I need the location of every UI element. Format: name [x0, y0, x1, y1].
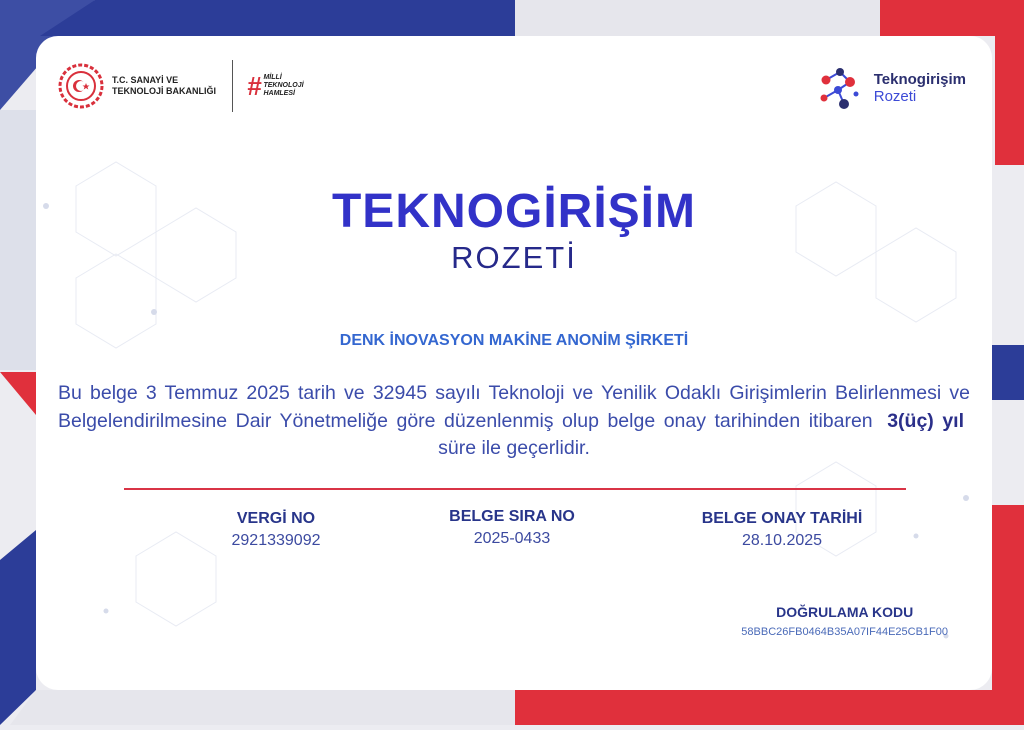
- document-sequence-label: BELGE SIRA NO: [449, 508, 575, 525]
- program-name: Teknogirişim: [873, 71, 966, 88]
- milli-text: MİLLİ TEKNOLOJİ HAMLESİ: [263, 74, 304, 97]
- verification-code-value[interactable]: 58BBC26FB0464B35A07IF44E25CB1F00: [741, 626, 948, 638]
- molecule-logo-icon: [812, 60, 868, 116]
- separator-line: [124, 488, 906, 490]
- ministry-emblem-icon: [58, 63, 104, 109]
- tax-number-value: 2921339092: [231, 532, 321, 549]
- approval-date-block: [662, 510, 902, 550]
- certificate-body: [58, 380, 970, 463]
- background-pattern: [36, 36, 992, 690]
- approval-date-label: BELGE ONAY TARİHİ: [701, 510, 863, 527]
- certificate-title: TEKNOGİRİŞİM: [331, 185, 696, 238]
- tax-number-label: VERGİ NO: [236, 510, 316, 527]
- milli-teknoloji-logo: [247, 71, 309, 102]
- tax-number-block: [176, 510, 376, 550]
- validity-period: 3(üç) yıl: [887, 409, 965, 432]
- milli-hashtag-icon: #: [247, 70, 262, 101]
- certificate-card: [36, 36, 992, 690]
- body-text-after: süre ile geçerlidir.: [438, 437, 590, 459]
- ministry-logo: [58, 60, 309, 112]
- document-sequence-block: [412, 508, 612, 548]
- approval-date-value: 28.10.2025: [741, 532, 823, 549]
- program-subtitle: Rozeti: [873, 88, 917, 105]
- body-text-before: Bu belge 3 Temmuz 2025 tarih ve 32945 sayılı Teknoloji ve Yenilik Odaklı Girişimlerin Belirlenmesi ve Belgelendirilmesine Dair Yönetmeliğe göre düzenlenmiş olup belge onay tarihinden itibaren: [58, 382, 970, 432]
- document-sequence-value: 2025-0433: [473, 530, 551, 547]
- verification-code-block: [741, 604, 948, 638]
- ministry-name: T.C. SANAYİ VE TEKNOLOJİ BAKANLIĞI: [112, 75, 217, 96]
- verification-code-label: DOĞRULAMA KODU: [776, 604, 914, 620]
- certificate-subtitle: ROZETİ: [451, 240, 577, 275]
- logo-divider: [232, 60, 233, 112]
- company-name: DENK İNOVASYON MAKİNE ANONİM ŞİRKETİ: [339, 332, 689, 349]
- teknogirisim-logo: [812, 60, 966, 116]
